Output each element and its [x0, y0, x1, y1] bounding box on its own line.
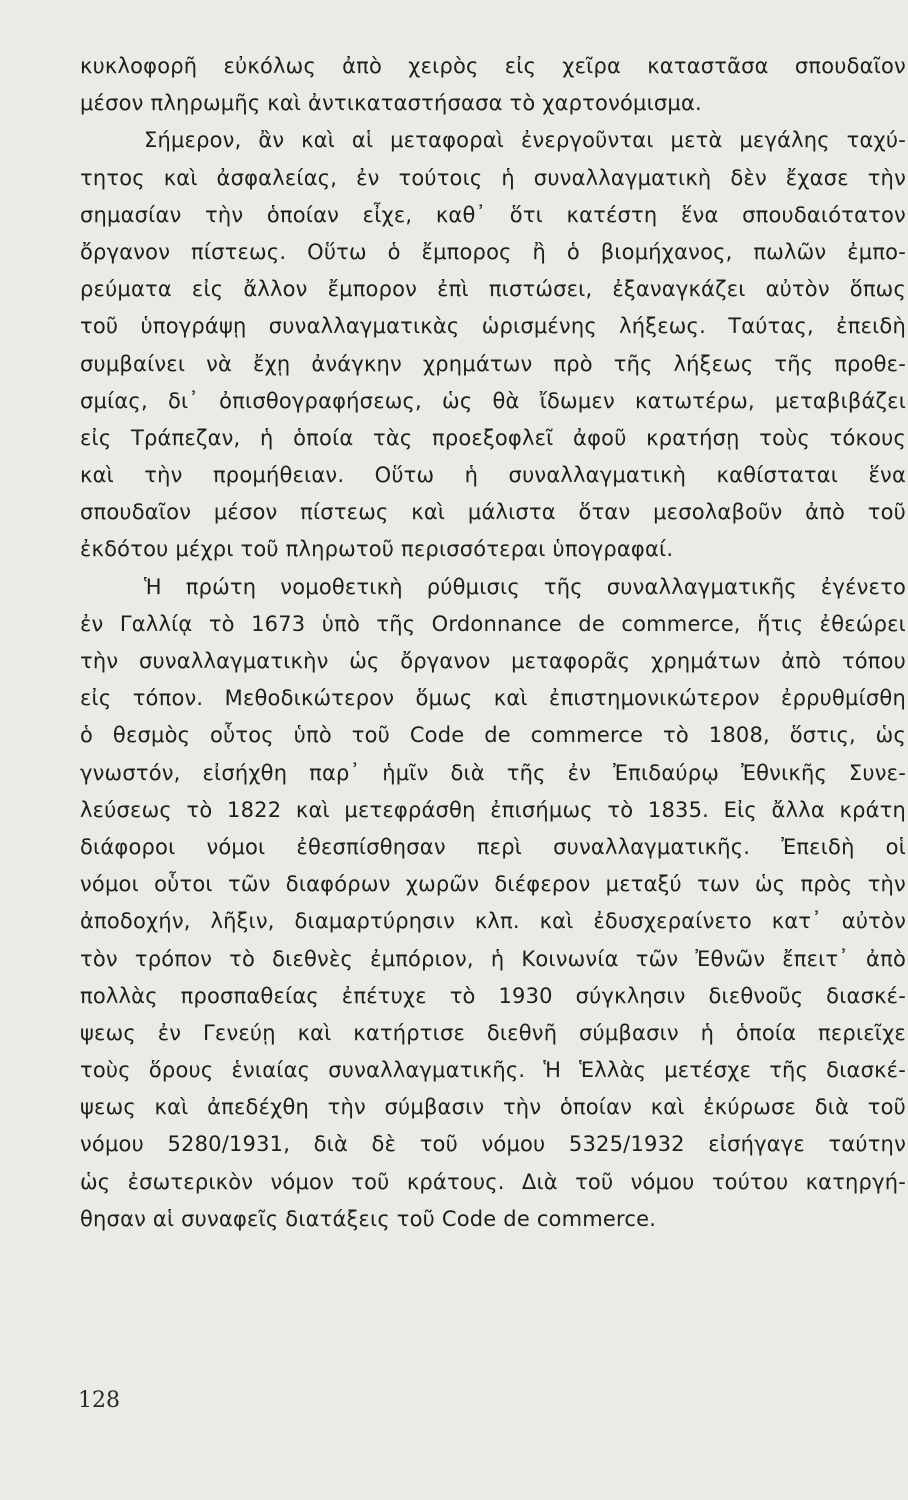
body-text [80, 48, 906, 1238]
text-line: κυκλοφορῆ εὐκόλως ἀπὸ χειρὸς εἰς χεῖρα καταστᾶσα σπουδαῖον [80, 54, 906, 78]
text-line: εἰς Τράπεζαν, ἡ ὁποία τὰς προεξοφλεῖ ἀφοῦ κρατήσῃ τοὺς τόκους [80, 425, 906, 450]
text-line: διάφοροι νόμοι ἐθεσπίσθησαν περὶ συναλλαγματικῆς. Ἐπειδὴ οἱ [80, 834, 906, 859]
text-line: ὡς ἐσωτερικὸν νόμον τοῦ κράτους. Διὰ τοῦ νόμου τούτου κατηργή- [80, 1169, 906, 1194]
text-line: λεύσεως τὸ 1822 καὶ μετεφράσθη ἐπισήμως τὸ 1835. Εἰς ἄλλα κράτη [80, 797, 906, 822]
text-line: ὄργανον πίστεως. Οὕτω ὁ ἔμπορος ἢ ὁ βιομήχανος, πωλῶν ἐμπο- [80, 239, 906, 264]
text-line: τοῦ ὑπογράψῃ συναλλαγματικὰς ὡρισμένης λήξεως. Ταύτας, ἐπειδὴ [80, 314, 906, 339]
text-line: τητος καὶ ἀσφαλείας, ἐν τούτοις ἡ συναλλαγματικὴ δὲν ἔχασε τὴν [80, 165, 906, 190]
text-line: συμβαίνει νὰ ἔχῃ ἀνάγκην χρημάτων πρὸ τῆς λήξεως τῆς προθε- [80, 351, 906, 376]
text-line: Ἡ πρώτη νομοθετικὴ ρύθμισις τῆς συναλλαγματικῆς ἐγένετο [144, 574, 906, 599]
text-line: τὸν τρόπον τὸ διεθνὲς ἐμπόριον, ἡ Κοινωνία τῶν Ἐθνῶν ἔπειτ᾽ ἀπὸ [80, 946, 906, 971]
text-line: θησαν αἱ συναφεῖς διατάξεις τοῦ Code de commerce. [80, 1206, 657, 1231]
text-line: σπουδαῖον μέσον πίστεως καὶ μάλιστα ὅταν μεσολαβοῦν ἀπὸ τοῦ [80, 500, 906, 525]
text-line: ἀποδοχήν, λῆξιν, διαμαρτύρησιν κλπ. καὶ ἐδυσχεραίνετο κατ᾽ αὐτὸν [80, 909, 906, 934]
text-line: εἰς τόπον. Μεθοδικώτερον ὅμως καὶ ἐπιστημονικώτερον ἐρρυθμίσθη [80, 686, 906, 711]
text-line: ἐν Γαλλίᾳ τὸ 1673 ὑπὸ τῆς Ordonnance de commerce, ἥτις ἐθεώρει [80, 611, 906, 636]
text-line: ὁ θεσμὸς οὗτος ὑπὸ τοῦ Code de commerce τὸ 1808, ὅστις, ὡς [80, 723, 906, 748]
text-line: καὶ τὴν προμήθειαν. Οὕτω ἡ συναλλαγματικὴ καθίσταται ἕνα [80, 463, 906, 488]
text-line: ψεως ἐν Γενεύῃ καὶ κατήρτισε διεθνῆ σύμβασιν ἡ ὁποία περιεῖχε [80, 1020, 906, 1045]
text-line: μέσον πληρωμῆς καὶ ἀντικαταστήσασα τὸ χαρτονόμισμα. [80, 91, 702, 116]
text-line: πολλὰς προσπαθείας ἐπέτυχε τὸ 1930 σύγκλησιν διεθνοῦς διασκέ- [80, 983, 906, 1008]
text-line: ρεύματα εἰς ἄλλον ἔμπορον ἐπὶ πιστώσει, ἐξαναγκάζει αὐτὸν ὅπως [80, 277, 906, 302]
text-line: γνωστόν, εἰσήχθη παρ᾽ ἡμῖν διὰ τῆς ἐν Ἐπιδαύρῳ Ἐθνικῆς Συνε- [80, 760, 906, 785]
text-line: νόμοι οὗτοι τῶν διαφόρων χωρῶν διέφερον μεταξύ των ὡς πρὸς τὴν [80, 872, 906, 897]
page-number: 128 [78, 1388, 120, 1413]
text-line: τὴν συναλλαγματικὴν ὡς ὄργανον μεταφορᾶς χρημάτων ἀπὸ τόπου [80, 649, 906, 673]
text-line: ψεως καὶ ἀπεδέχθη τὴν σύμβασιν τὴν ὁποίαν καὶ ἐκύρωσε διὰ τοῦ [80, 1095, 906, 1120]
text-line: σμίας, δι᾽ ὀπισθογραφήσεως, ὡς θὰ ἴδωμεν κατωτέρω, μεταβιβάζει [80, 388, 906, 413]
text-line: Σήμερον, ἂν καὶ αἱ μεταφοραὶ ἐνεργοῦνται μετὰ μεγάλης ταχύ- [144, 128, 906, 153]
text-line: ἐκδότου μέχρι τοῦ πληρωτοῦ περισσότεραι ὑπογραφαί. [80, 537, 674, 562]
text-line: σημασίαν τὴν ὁποίαν εἶχε, καθ᾽ ὅτι κατέστη ἕνα σπουδαιότατον [80, 202, 906, 227]
text-line: νόμου 5280/1931, διὰ δὲ τοῦ νόμου 5325/1932 εἰσήγαγε ταύτην [80, 1132, 906, 1157]
text-line: τοὺς ὅρους ἑνιαίας συναλλαγματικῆς. Ἡ Ἑλλὰς μετέσχε τῆς διασκέ- [80, 1058, 906, 1083]
